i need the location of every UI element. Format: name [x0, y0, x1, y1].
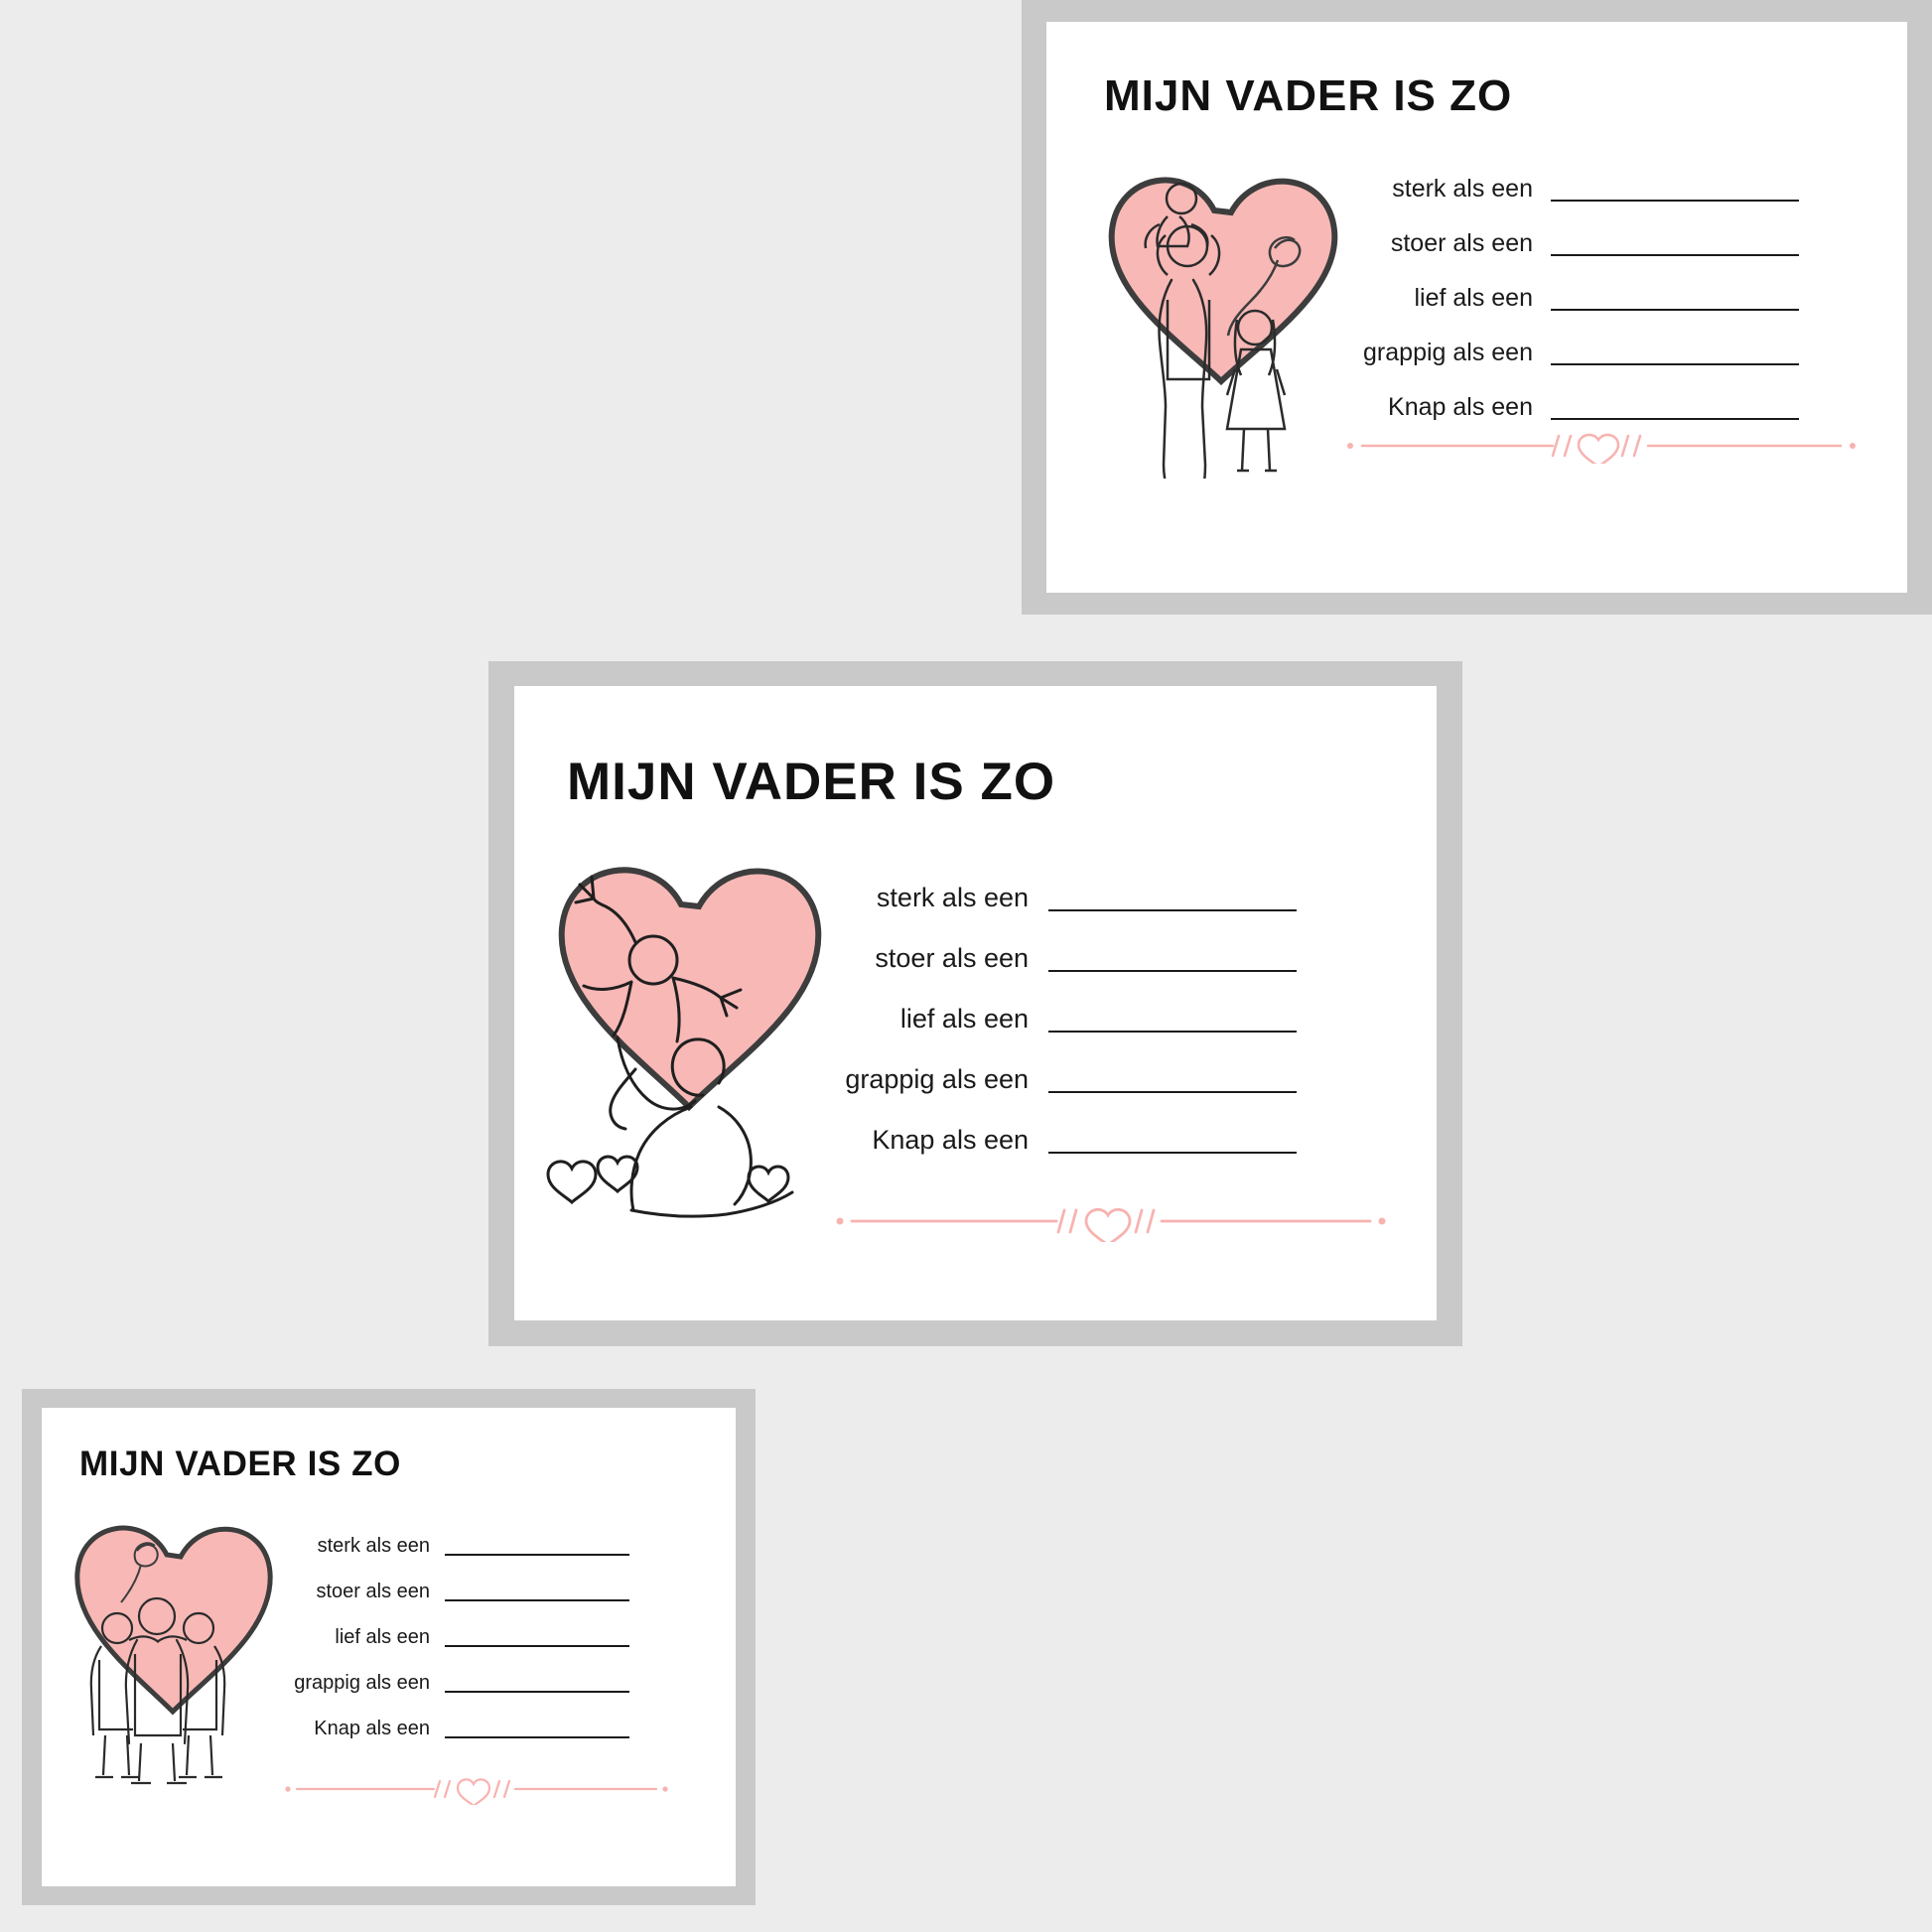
prompt-blank-line[interactable]: [1048, 1031, 1297, 1033]
heart-father-toddler-illustration: [514, 813, 842, 1220]
heart-divider: [283, 1771, 670, 1805]
prompt-label: sterk als een: [876, 883, 1029, 912]
prompt-label: lief als een: [1414, 284, 1533, 312]
prompt-blank-line[interactable]: [445, 1736, 629, 1738]
prompt-row: [1344, 151, 1799, 206]
prompt-label: stoer als een: [316, 1581, 430, 1602]
prompt-label: grappig als een: [294, 1672, 430, 1694]
prompt-blank-line[interactable]: [1551, 418, 1799, 420]
page-title: MIJN VADER IS ZO: [79, 1445, 401, 1483]
page-title: MIJN VADER IS ZO: [1104, 71, 1513, 120]
heart-family-illustration: [1060, 121, 1358, 479]
prompt-row: [834, 976, 1297, 1036]
prompt-row: [834, 915, 1297, 976]
card-inner: [42, 1408, 736, 1886]
prompt-blank-line[interactable]: [445, 1691, 629, 1693]
prompt-blank-line[interactable]: [445, 1599, 629, 1601]
prompt-blank-line[interactable]: [1551, 254, 1799, 256]
prompt-label: sterk als een: [317, 1535, 430, 1557]
card-father-day-variant-2: [488, 661, 1462, 1346]
card-father-day-variant-3: [22, 1389, 756, 1905]
prompt-blank-line[interactable]: [1048, 909, 1297, 911]
prompt-blank-line[interactable]: [1551, 200, 1799, 202]
prompt-row: [834, 855, 1297, 915]
heart-father-two-children-illustration: [42, 1485, 290, 1803]
prompt-list: [283, 1513, 629, 1741]
prompt-row: [834, 1097, 1297, 1158]
prompt-blank-line[interactable]: [1551, 363, 1799, 365]
prompt-row: [834, 1036, 1297, 1097]
prompt-label: Knap als een: [872, 1125, 1029, 1155]
prompt-label: grappig als een: [845, 1064, 1029, 1094]
prompt-row: [283, 1604, 629, 1650]
prompt-label: stoer als een: [875, 943, 1029, 973]
card-father-day-variant-1: [1022, 0, 1932, 615]
prompt-list: [834, 855, 1297, 1158]
prompt-row: [1344, 369, 1799, 424]
prompt-row: [283, 1650, 629, 1696]
heart-divider: [1344, 424, 1861, 464]
prompt-label: sterk als een: [1392, 175, 1533, 203]
prompt-label: grappig als een: [1363, 339, 1533, 366]
prompt-row: [283, 1559, 629, 1604]
prompt-label: lief als een: [335, 1626, 430, 1648]
page-title: MIJN VADER IS ZO: [567, 753, 1056, 811]
prompt-list: [1344, 151, 1799, 424]
prompt-row: [283, 1696, 629, 1741]
heart-divider: [834, 1197, 1390, 1242]
prompt-blank-line[interactable]: [445, 1554, 629, 1556]
card-inner: [1046, 22, 1907, 593]
prompt-row: [1344, 206, 1799, 260]
card-inner: [514, 686, 1437, 1320]
prompt-label: stoer als een: [1390, 229, 1533, 257]
prompt-blank-line[interactable]: [445, 1645, 629, 1647]
prompt-label: Knap als een: [1388, 393, 1533, 421]
prompt-blank-line[interactable]: [1048, 1091, 1297, 1093]
prompt-row: [1344, 315, 1799, 369]
prompt-blank-line[interactable]: [1048, 970, 1297, 972]
prompt-label: lief als een: [899, 1004, 1029, 1034]
prompt-label: Knap als een: [314, 1718, 430, 1739]
prompt-blank-line[interactable]: [1048, 1152, 1297, 1154]
prompt-blank-line[interactable]: [1551, 309, 1799, 311]
prompt-row: [283, 1513, 629, 1559]
prompt-row: [1344, 260, 1799, 315]
